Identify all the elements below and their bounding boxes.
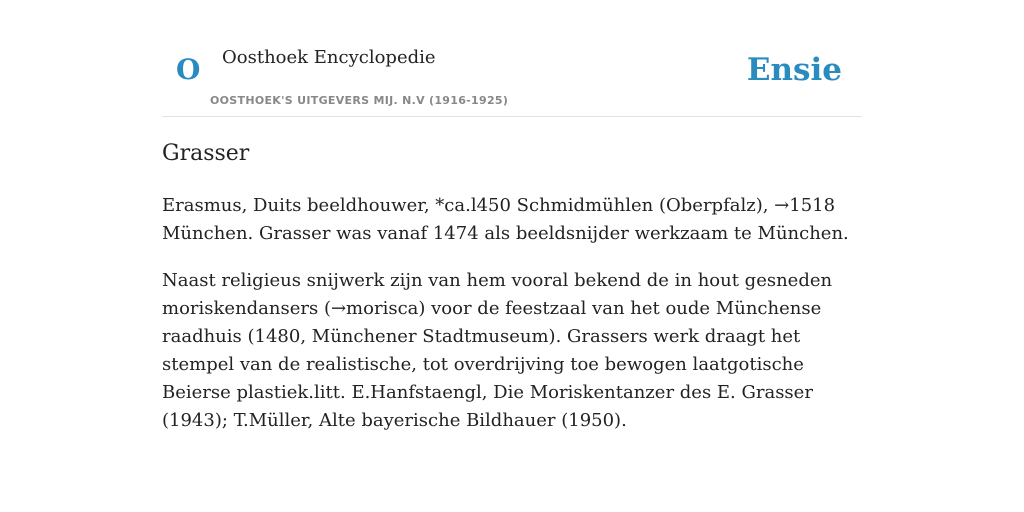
source-subtitle: OOSTHOEK'S UITGEVERS MIJ. N.V (1916-1925)	[210, 94, 509, 107]
source-header	[162, 40, 862, 117]
entry-title: Grasser	[162, 141, 250, 166]
entry-paragraph-1: Erasmus, Duits beeldhouwer, *ca.l450 Schmidmühlen (Oberpfalz), →1518 München. Grasser was vanaf 1474 als beeldsnijder werkzaam te München.	[162, 195, 849, 244]
entry-paragraph-2: Naast religieus snijwerk zijn van hem vooral bekend de in hout gesneden moriskendansers (→morisca) voor de feestzaal van het oude Münchense raadhuis (1480, Münchener Stadtmuseum). Grassers werk draagt het stempel van de realistische, tot overdrijving toe bewogen laatgotische Beierse plastiek.litt. E.Hanfstaengl, Die Moriskentanzer des E. Grasser (1943); T.Müller, Alte bayerische Bildhauer (1950).	[162, 270, 833, 431]
ensie-logo-link[interactable]: Ensie	[746, 52, 842, 88]
source-logo[interactable]: O	[176, 53, 201, 86]
entry-content	[162, 138, 862, 435]
source-title-link[interactable]: Oosthoek Encyclopedie	[222, 47, 436, 68]
